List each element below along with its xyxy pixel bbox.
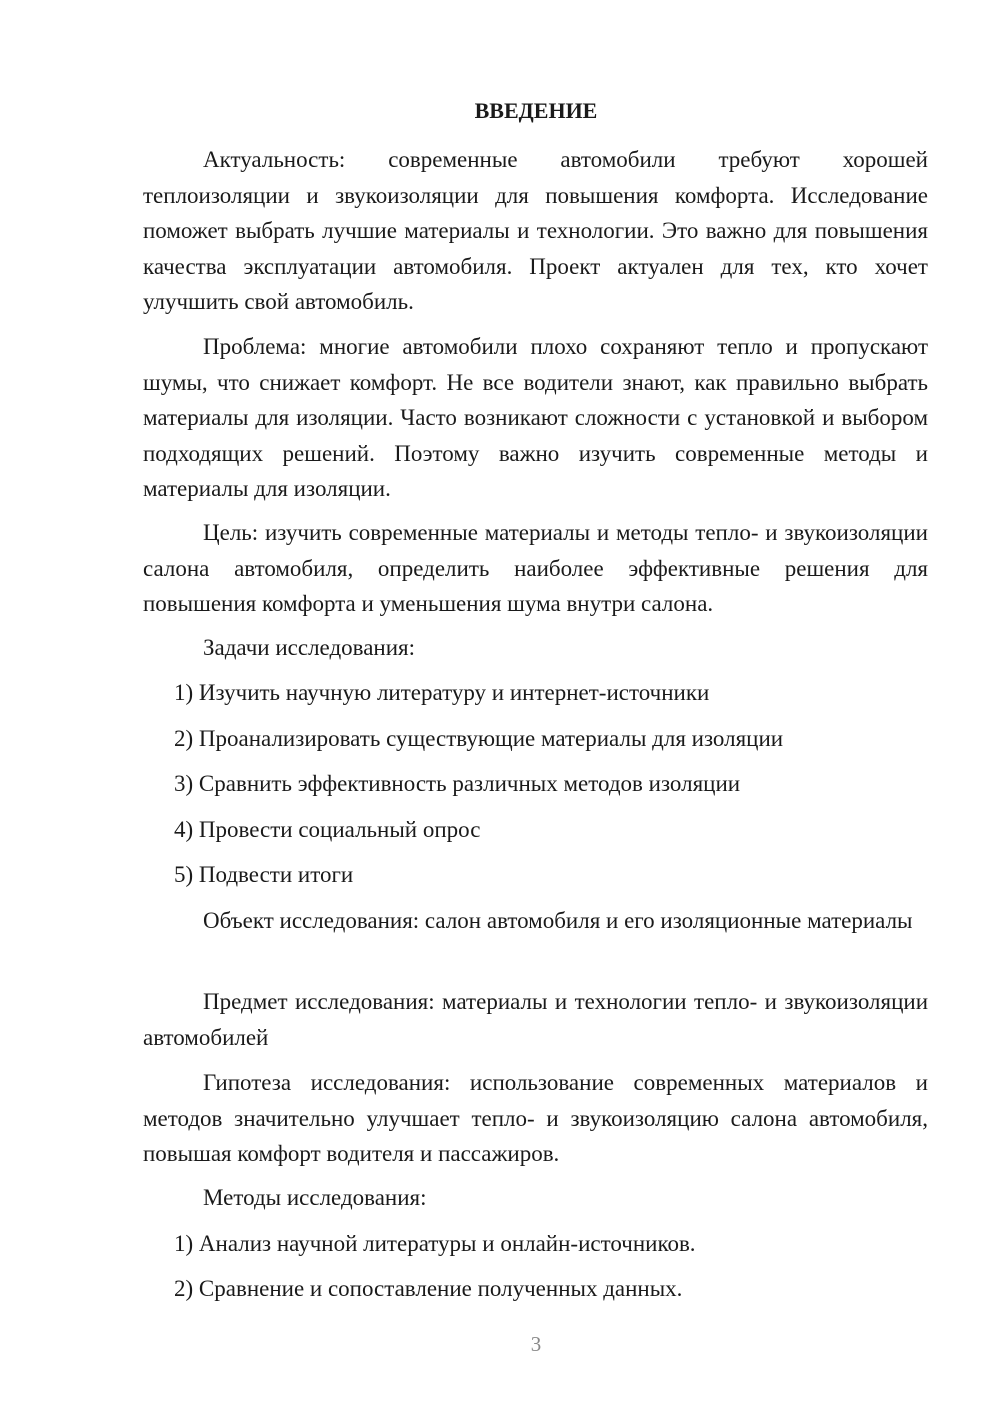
method-item: 2) Сравнение и сопоставление полученных данных. bbox=[174, 1276, 683, 1301]
task-item: 5) Подвести итоги bbox=[174, 862, 354, 887]
subject-paragraph: Предмет исследования: материалы и технологии тепло- и звукоизоляции автомобилей bbox=[143, 989, 928, 1050]
object-paragraph: Объект исследования: салон автомобиля и его изоляционные материалы bbox=[203, 908, 913, 933]
page-number: 3 bbox=[530, 1332, 542, 1356]
goal-paragraph: Цель: изучить современные материалы и методы тепло- и звукоизоляции салона автомобиля, определить наиболее эффективные решения для повышения комфорта и уменьшения шума внутри салона. bbox=[143, 520, 928, 616]
tasks-heading: Задачи исследования: bbox=[203, 635, 416, 660]
task-item: 4) Провести социальный опрос bbox=[174, 817, 481, 842]
method-item: 1) Анализ научной литературы и онлайн-источников. bbox=[174, 1231, 696, 1256]
task-item: 2) Проанализировать существующие материалы для изоляции bbox=[174, 726, 784, 751]
hypothesis-paragraph: Гипотеза исследования: использование современных материалов и методов значительно улучшает тепло- и звукоизоляцию салона автомобиля, повышая комфорт водителя и пассажиров. bbox=[143, 1070, 928, 1166]
page-title: ВВЕДЕНИЕ bbox=[474, 98, 598, 123]
task-item: 3) Сравнить эффективность различных методов изоляции bbox=[174, 771, 741, 796]
methods-heading: Методы исследования: bbox=[203, 1185, 427, 1210]
task-item: 1) Изучить научную литературу и интернет-источники bbox=[174, 680, 710, 705]
relevance-paragraph: Актуальность: современные автомобили требуют хорошей теплоизоляции и звукоизоляции для повышения комфорта. Исследование поможет выбрать лучшие материалы и технологии. Это важно для повышения качества эксплуатации автомобиля. Проект актуален для тех, кто хочет улучшить свой автомобиль. bbox=[143, 147, 928, 314]
problem-paragraph: Проблема: многие автомобили плохо сохраняют тепло и пропускают шумы, что снижает комфорт. Не все водители знают, как правильно выбрать материалы для изоляции. Часто возникают сложности с установкой и выбором подходящих решений. Поэтому важно изучить современные методы и материалы для изоляции. bbox=[143, 334, 928, 501]
